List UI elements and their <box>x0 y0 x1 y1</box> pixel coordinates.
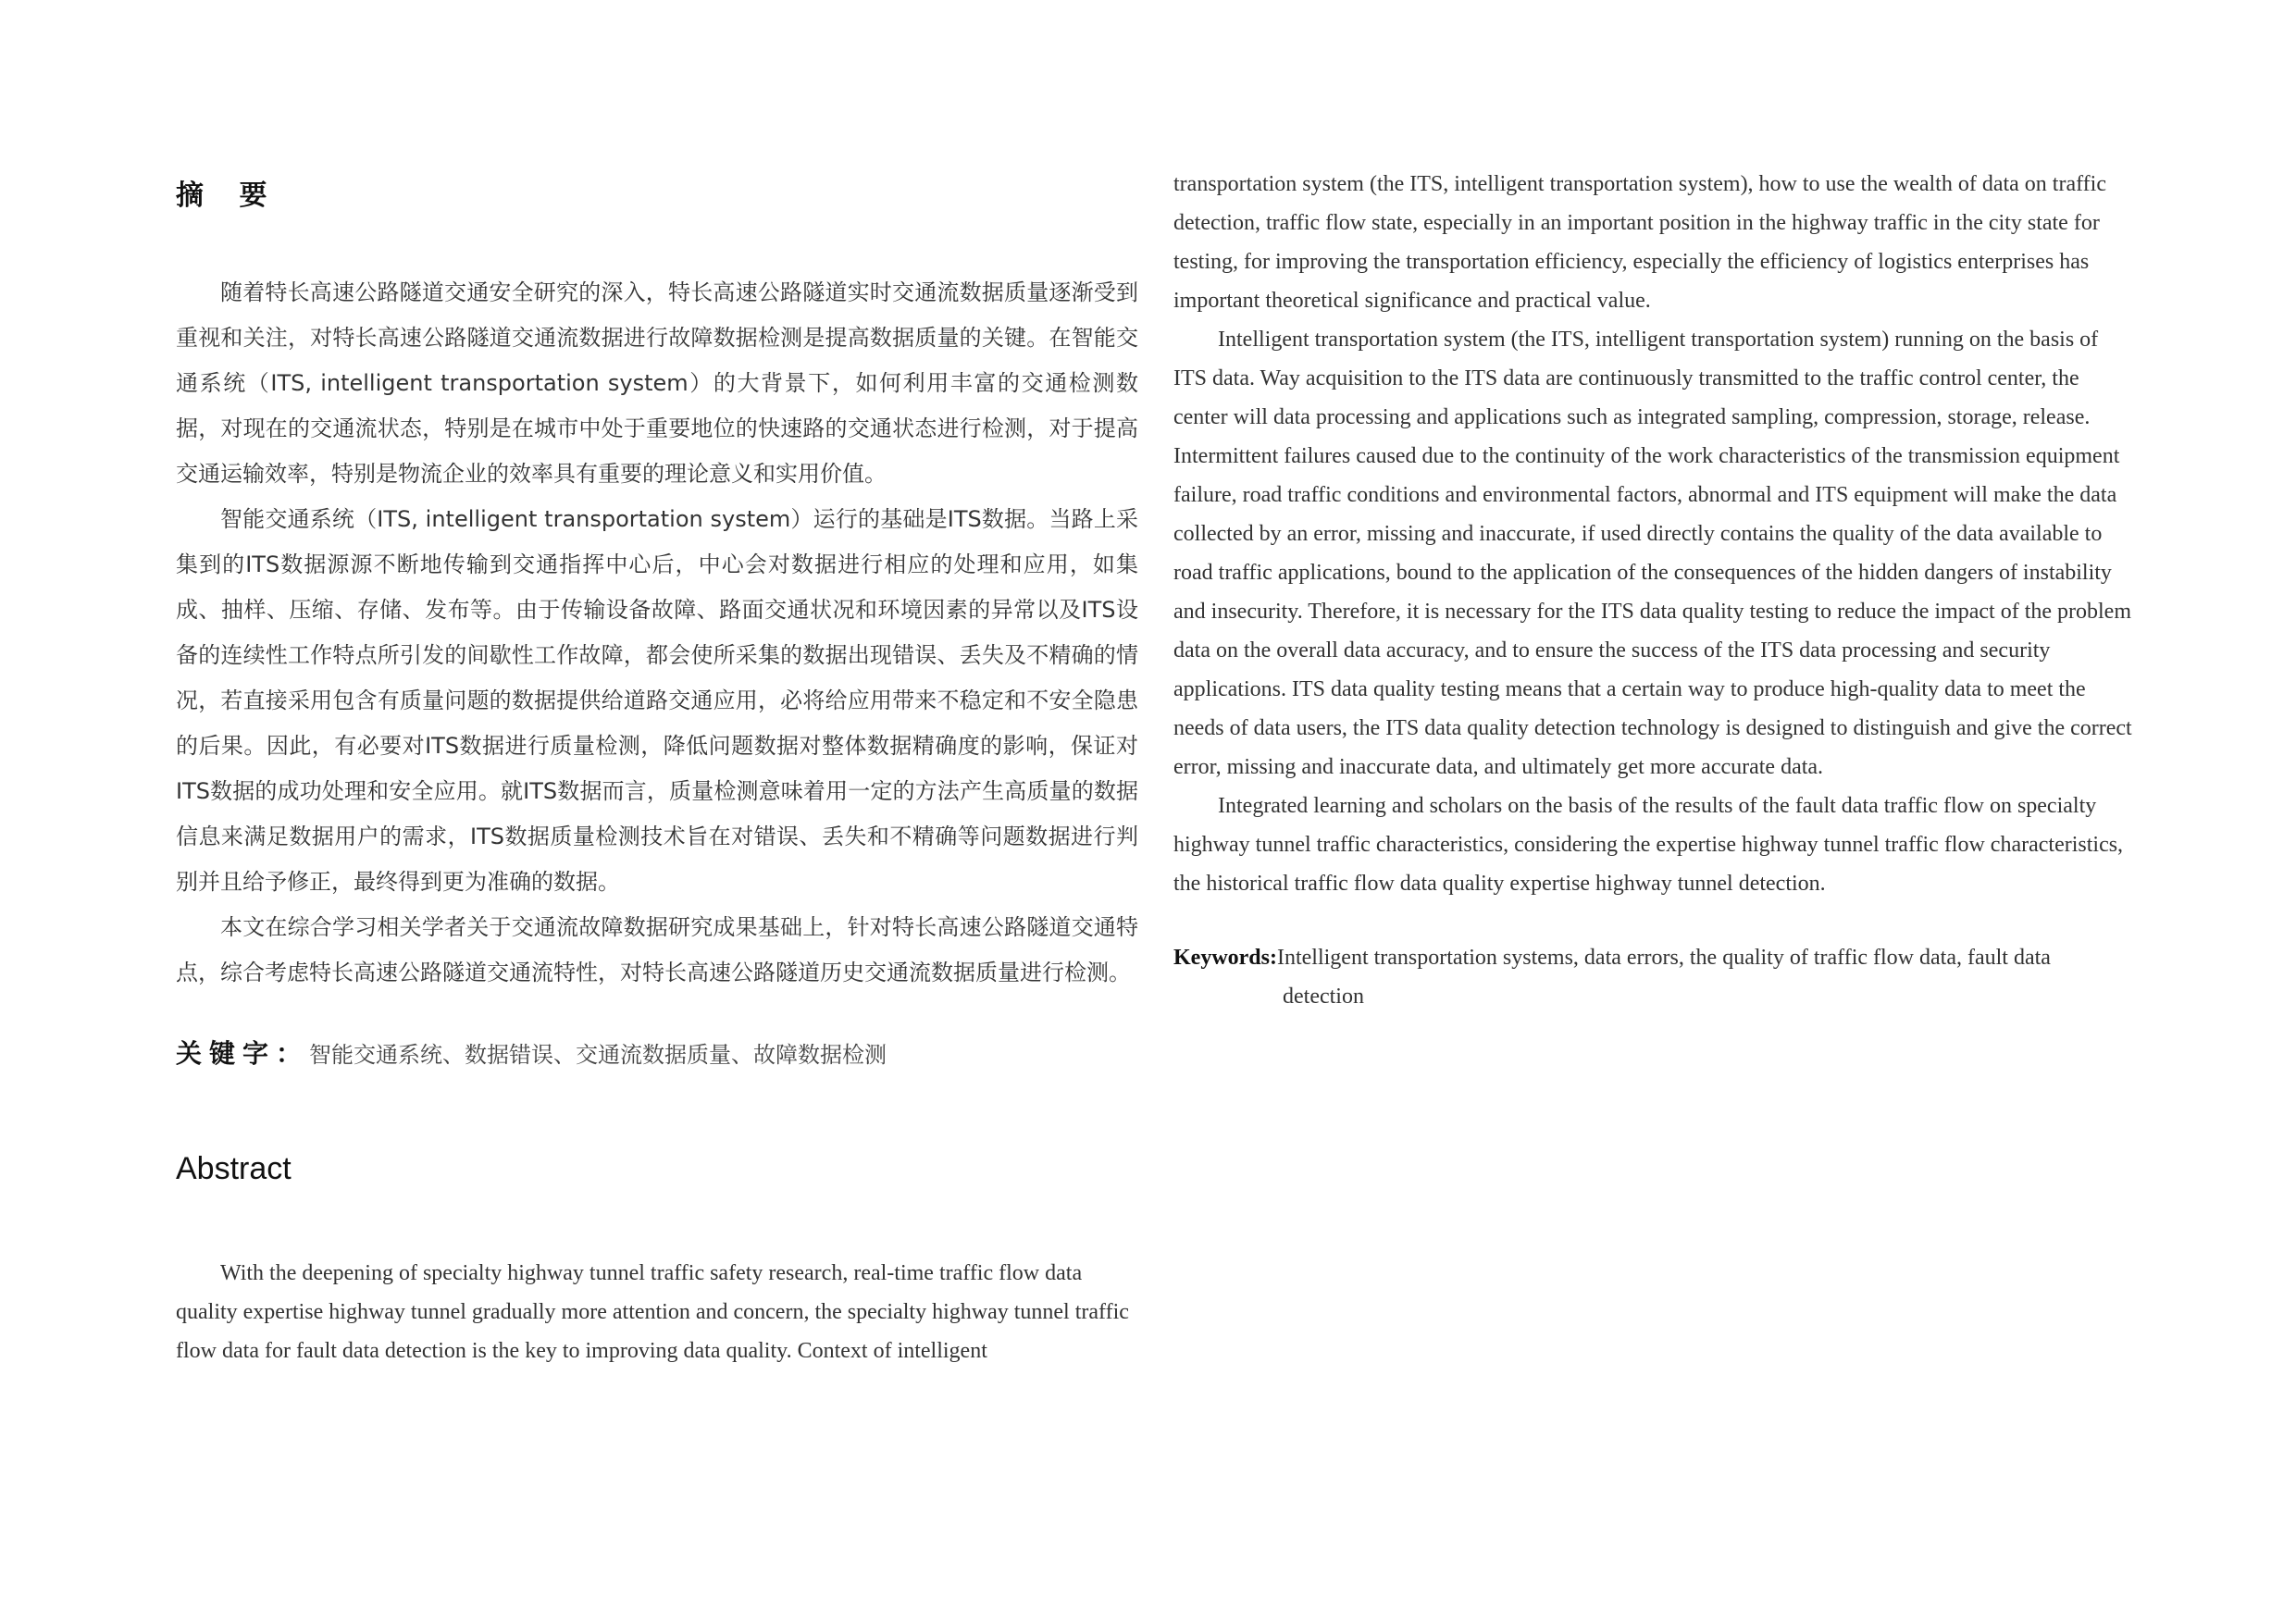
chinese-keywords-text: 智能交通系统、数据错误、交通流数据质量、故障数据检测 <box>309 1042 887 1068</box>
english-abstract-body-right-clip <box>1173 165 2136 925</box>
english-abstract-body-left <box>176 1254 1138 1370</box>
chinese-abstract-body <box>176 270 1138 996</box>
english-abstract-heading: Abstract <box>176 1151 292 1186</box>
left-column <box>176 139 1138 1370</box>
chinese-paragraph-1: 随着特长高速公路隧道交通安全研究的深入，特长高速公路隧道实时交通流数据质量逐渐受到重视和关注，对特长高速公路隧道交通流数据进行故障数据检测是提高数据质量的关键。在智能交通系统（ITS, intelligent transportation system）的大背景下，如何利用丰富的交通检测数据，对现在的交通流状态，特别是在城市中处于重要地位的快速路的交通状态进行检测，对于提高交通运输效率，特别是物流企业的效率具有重要的理论意义和实用价值。 <box>176 279 1138 487</box>
english-abstract-body-right <box>1173 165 2136 903</box>
chinese-abstract-heading: 摘 要 <box>176 180 280 212</box>
english-paragraph-1-start: With the deepening of specialty highway tunnel traffic safety research, real-time traffic flow data quality expertise highway tunnel gradually more attention and concern, the specialty highway tunnel traffic flow data for fault data detection is the key to improving data quality. Context of intelligent <box>176 1261 1129 1363</box>
english-keywords <box>1173 938 2136 1016</box>
english-keywords-label: Keywords: <box>1173 946 1277 970</box>
chinese-keywords <box>176 1033 1138 1076</box>
english-keywords-text: Intelligent transportation systems, data errors, the quality of traffic flow data, fault data detection <box>1276 946 2051 1009</box>
chinese-paragraph-2: 智能交通系统（ITS, intelligent transportation system）运行的基础是ITS数据。当路上采集到的ITS数据源源不断地传输到交通指挥中心后，中心会对数据进行相应的处理和应用，如集成、抽样、压缩、存储、发布等。由于传输设备故障、路面交通状况和环境因素的异常以及ITS设备的连续性工作特点所引发的间歇性工作故障，都会使所采集的数据出现错误、丢失及不精确的情况，若直接采用包含有质量问题的数据提供给道路交通应用，必将给应用带来不稳定和不安全隐患的后果。因此，有必要对ITS数据进行质量检测，降低问题数据对整体数据精确度的影响，保证对ITS数据的成功处理和安全应用。就ITS数据而言，质量检测意味着用一定的方法产生高质量的数据信息来满足数据用户的需求，ITS数据质量检测技术旨在对错误、丢失和不精确等问题数据进行判别并且给予修正，最终得到更为准确的数据。 <box>176 506 1138 895</box>
right-column <box>1173 165 2136 1016</box>
english-paragraph-2: Intelligent transportation system (the ITS, intelligent transportation system) running on the basis of ITS data. Way acquisition to the ITS data are continuously transmitted to the traffic control center, the center will data processing and applications such as integrated sampling, compression, storage, release. Intermittent failures caused due to the continuity of the work characteristics of the transmission equipment failure, road traffic conditions and environmental factors, abnormal and ITS equipment will make the data collected by an error, missing and inaccurate, if used directly contains the quality of the data available to road traffic applications, bound to the application of the consequences of the hidden dangers of instability and insecurity. Therefore, it is necessary for the ITS data quality testing to reduce the impact of the problem data on the overall data accuracy, and to ensure the success of the ITS data processing and security applications. ITS data quality testing means that a certain way to produce high-quality data to meet the needs of data users, the ITS data quality detection technology is designed to distinguish and give the correct error, missing and inaccurate data, and ultimately get more accurate data. <box>1173 328 2132 779</box>
english-paragraph-3: Integrated learning and scholars on the basis of the results of the fault data traffic flow on specialty highway tunnel traffic characteristics, considering the expertise highway tunnel traffic flow characteristics, the historical traffic flow data quality expertise highway tunnel detection. <box>1173 794 2124 896</box>
english-paragraph-1-continued: transportation system (the ITS, intelligent transportation system), how to use the wealth of data on traffic detection, traffic flow state, especially in an important position in the highway traffic in the city state for testing, for improving the transportation efficiency, especially the efficiency of logistics enterprises has important theoretical significance and practical value. <box>1173 172 2106 313</box>
chinese-paragraph-3: 本文在综合学习相关学者关于交通流故障数据研究成果基础上，针对特长高速公路隧道交通特点，综合考虑特长高速公路隧道交通流特性，对特长高速公路隧道历史交通流数据质量进行检测。 <box>176 914 1138 985</box>
chinese-keywords-label: 关键字： <box>176 1038 310 1069</box>
